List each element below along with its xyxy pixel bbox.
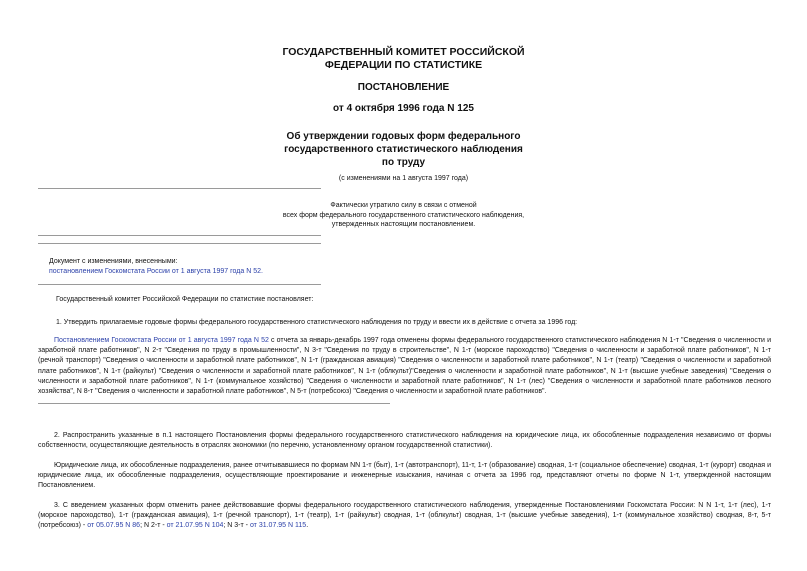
amendment-comment-link[interactable]: Постановлением Госкомстата России от 1 августа 1997 года N 52 <box>54 337 269 344</box>
item-2-paragraph-2: Юридические лица, их обособленные подразделения, ранее отчитывавшиеся по формам NN 1-т (быт), 1-т (автотранспорт), 11-т, 1-т (образование) сводная, 1-т (социальное обеспечение) сводная, 1-т (курорт) сводная и юридические лица, их обособленные подразделения, осуществляющие проектирование и инженерные изыскания, начиная с отчета за 1996 год, представляют отчеты по форме N 1-т, утвержденной настоящим Постановлением. <box>38 462 771 490</box>
item-3-separator-2: ; N 3-т - <box>223 522 250 530</box>
item-2-paragraph: 2. Распространить указанные в п.1 настоящего Постановления формы федерального государственного статистического наблюдения на юридические лица, их обособленные подразделения независимо от формы собственности, осуществляющие деятельность в отраслях экономики (по перечню, установленному органом государственной статистики). <box>38 432 771 450</box>
agency-heading <box>0 46 807 72</box>
item-3-separator-1: ; N 2-т - <box>140 522 167 530</box>
changes-label: Документ с изменениями, внесенными: <box>49 258 178 265</box>
item-3-link-1[interactable]: от 05.07.95 N 86 <box>87 522 141 530</box>
intro-paragraph: Государственный комитет Российской Федерации по статистике постановляет: <box>56 296 314 303</box>
status-note-line-1: Фактически утратило силу в связи с отменой <box>330 202 477 209</box>
item-3-end: . <box>306 522 309 530</box>
item-3-paragraph <box>38 501 771 532</box>
status-note-line-3: утвержденных настоящим постановлением. <box>331 221 476 228</box>
item-3-text: 3. С введением указанных форм отменить ранее действовавшие формы федерального государственного статистического наблюдения, утвержденные Постановлениями Госкомстата России: N N 1-т, 1-т (лес), 1-т (морское пароходство), 1-т (гражданская авиация), 1-т (речной транспорт), 1-т (театр), 1-т (райкульт) сводная, 1-т (облкульт) сводная, 1-т (высшие учебные заведения), 1-т (коммунальное хозяйство) сводная, 8-т, 5-т (потребсоюз) - <box>38 502 771 530</box>
divider <box>38 284 321 285</box>
amendment-comment-text: с отчета за январь-декабрь 1997 года отменены формы федерального государственного статистического наблюдения N 1-т "Сведения о численности и заработной плате работников", N 2-т "Сведения по труду в промышленности", N 3-т "Сведения по труду в строительстве", N 1-т (морское пароходство) "Сведения о численности и заработной плате работников", N 1-т (речной транспорт) "Сведения о численности и заработной плате работников", N 1-т (гражданская авиация) "Сведения о численности и заработной плате работников", N 1-т (театр) "Сведения о численности и заработной плате работников", N 1-т (райкульт) "Сведения о численности и заработной плате работников", N 1-т (облкульт)"Сведения о численности и заработной плате работников", N 1-т (высшие учебные заведения) "Сведения о численности и заработной плате работников", N 1-т (коммунальное хозяйство) "Сведения о численности и заработной плате работников", N 1-т (лес) "Сведения о численности и заработной плате работников лесного хозяйства", N 8-т "Сведения о численности и заработной плате работников", N 5-т (потребсоюз) "Сведения о численности и заработной плате работников". <box>38 337 771 396</box>
document-date-number: от 4 октября 1996 года N 125 <box>333 103 474 114</box>
status-note-line-2: всех форм федерального государственного статистического наблюдения, <box>282 211 525 219</box>
changes-link[interactable]: постановлением Госкомстата России от 1 августа 1997 года N 52. <box>49 268 263 275</box>
status-note <box>0 201 807 230</box>
item-3-link-2[interactable]: от 21.07.95 N 104 <box>166 522 224 530</box>
amendment-note: (с изменениями на 1 августа 1997 года) <box>338 175 469 182</box>
divider <box>38 188 321 189</box>
amendment-comment <box>38 336 771 397</box>
divider <box>38 243 321 244</box>
title-line-1: Об утверждении годовых форм федерального <box>286 131 521 142</box>
agency-line-2: ФЕДЕРАЦИИ ПО СТАТИСТИКЕ <box>324 59 483 71</box>
item-1-paragraph: 1. Утвердить прилагаемые годовые формы федерального государственного статистического наблюдения по труду и ввести их в действие с отчета за 1996 год: <box>56 319 578 326</box>
document-type: ПОСТАНОВЛЕНИЕ <box>357 82 450 93</box>
item-3-link-3[interactable]: от 31.07.95 N 115 <box>249 522 307 530</box>
divider <box>38 403 390 404</box>
document-title <box>0 130 807 169</box>
divider <box>38 235 321 236</box>
title-line-3: по труду <box>381 157 426 168</box>
title-line-2: государственного статистического наблюдения <box>284 144 523 155</box>
agency-line-1: ГОСУДАРСТВЕННЫЙ КОМИТЕТ РОССИЙСКОЙ <box>282 46 525 58</box>
